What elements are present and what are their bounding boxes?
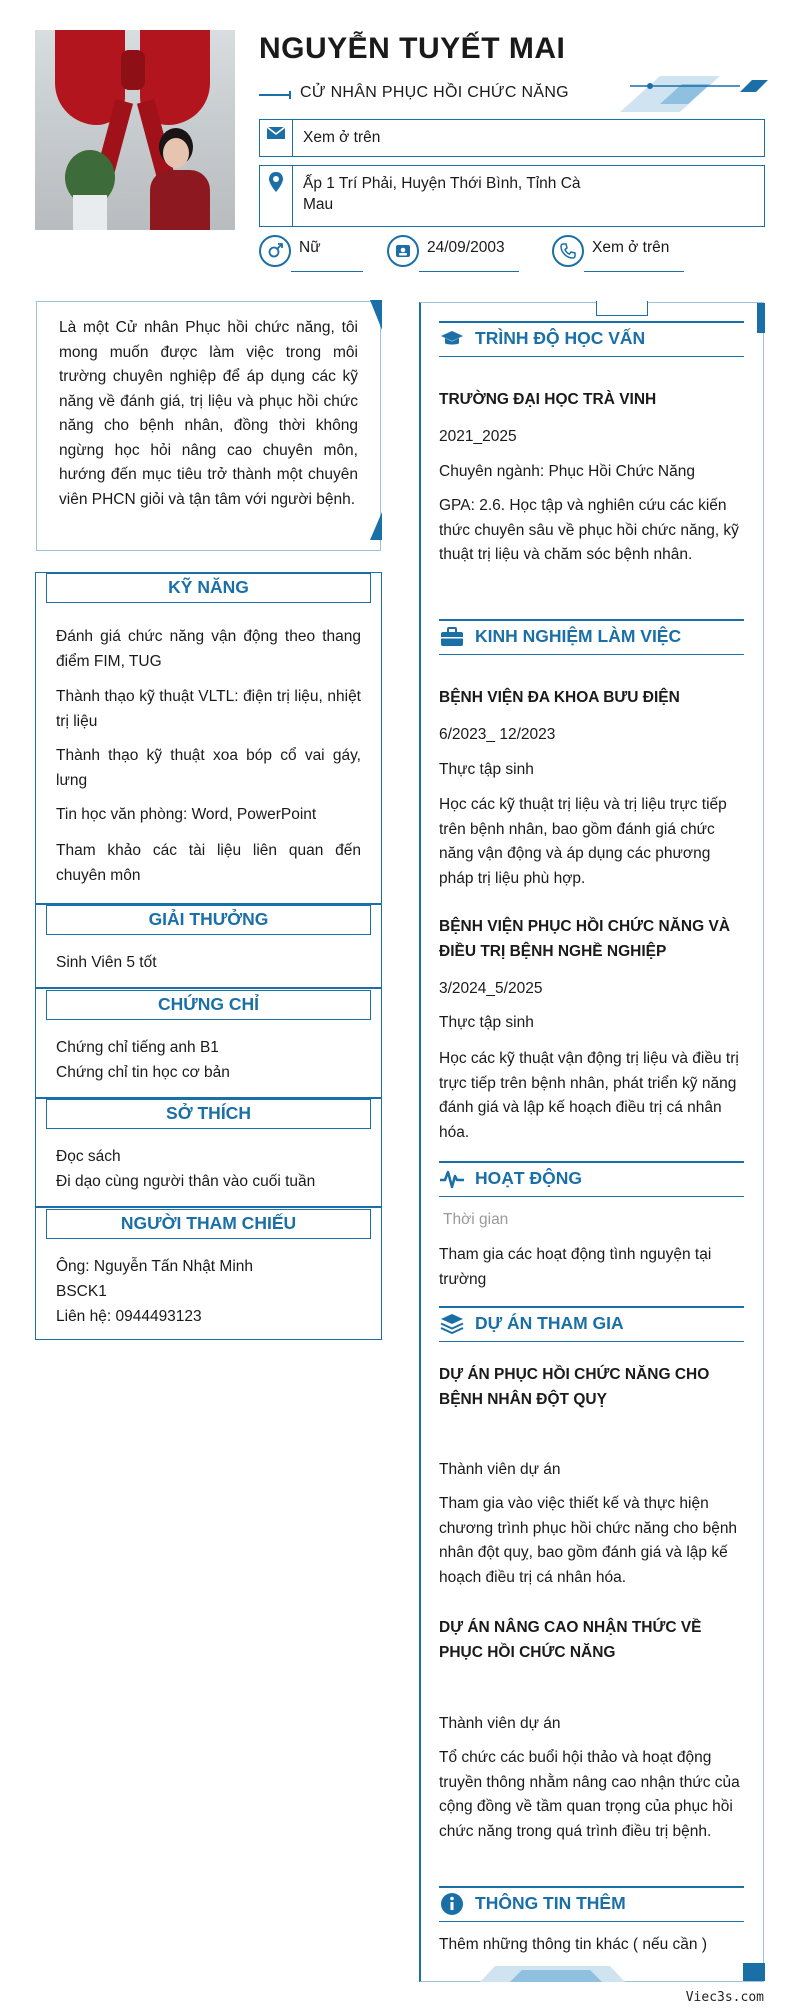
education-period: 2021_2025 <box>439 428 517 445</box>
hobby-item: Đọc sách <box>56 1148 121 1165</box>
job-description: Học các kỹ thuật trị liệu và trị liệu trực tiếp trên bệnh nhân, bao gồm đánh giá chức năng vận động và áp dụng các phương pháp trị liệu phù hợp. <box>439 796 727 887</box>
education-description: GPA: 2.6. Học tập và nghiên cứu các kiến thức chuyên sâu về phục hồi chức năng, kỹ thuật trị liệu và chăm sóc bệnh nhân. <box>439 497 739 563</box>
hobby-item: Đi dạo cùng người thân vào cuối tuần <box>56 1173 316 1190</box>
project-role: Thành viên dự án <box>439 1461 561 1478</box>
reference-item: BSCK1 <box>56 1283 107 1300</box>
skill-item: Thành thạo kỹ thuật xoa bóp cổ vai gáy, lưng <box>56 747 361 789</box>
school-name: TRƯỜNG ĐẠI HỌC TRÀ VINH <box>439 391 657 408</box>
gender-item <box>259 235 369 275</box>
email-field <box>259 119 765 157</box>
candidate-name: NGUYỄN TUYẾT MAI <box>259 32 566 65</box>
projects-heading: DỰ ÁN THAM GIA <box>439 1306 744 1342</box>
certificates-heading: CHỨNG CHỈ <box>46 990 371 1020</box>
email-value: Xem ở trên <box>303 129 381 146</box>
map-pin-icon <box>260 166 293 226</box>
gender-value: Nữ <box>299 239 321 256</box>
phone-value: Xem ở trên <box>592 239 670 256</box>
award-item: Sinh Viên 5 tốt <box>56 954 157 971</box>
right-sections <box>419 302 764 1982</box>
dob-item <box>387 235 527 275</box>
activity-time: Thời gian <box>443 1211 509 1228</box>
watermark: Viec3s.com <box>685 1990 764 2005</box>
job-period: 6/2023_ 12/2023 <box>439 726 556 743</box>
job-description: Học các kỹ thuật vận động trị liệu và điều trị trực tiếp trên bệnh nhân, phát triển kỹ năng đánh giá và lập kế hoạch điều trị cá nhân hóa. <box>439 1050 739 1141</box>
project-description: Tổ chức các buổi hội thảo và hoạt động truyền thông nhằm nâng cao nhận thức của cộng đồng về tầm quan trọng của phục hồi chức năng trong quá trình điều trị bệnh. <box>439 1749 740 1840</box>
job-role: Thực tập sinh <box>439 1014 534 1031</box>
dob-value: 24/09/2003 <box>427 239 505 256</box>
job-org: BỆNH VIỆN ĐA KHOA BƯU ĐIỆN <box>439 689 680 706</box>
id-card-icon <box>387 235 419 267</box>
address-value: Ấp 1 Trí Phải, Huyện Thới Bình, Tỉnh Cà Mau <box>303 175 581 213</box>
profile-photo <box>35 30 235 230</box>
project-name: DỰ ÁN NÂNG CAO NHẬN THỨC VỀ PHỤC HỒI CHỨC NĂNG <box>439 1619 702 1661</box>
graduation-cap-icon <box>439 327 465 351</box>
job-role: Thực tập sinh <box>439 761 534 778</box>
certificate-item: Chứng chỉ tin học cơ bản <box>56 1064 230 1081</box>
address-field <box>259 165 765 227</box>
phone-icon <box>552 235 584 267</box>
hobbies-heading: SỞ THÍCH <box>46 1099 371 1129</box>
extra-info-text: Thêm những thông tin khác ( nếu cần ) <box>439 1936 708 1953</box>
skill-item: Thành thạo kỹ thuật VLTL: điện trị liệu, nhiệt trị liệu <box>56 688 361 730</box>
activities-heading: HOẠT ĐỘNG <box>439 1161 744 1197</box>
job-period: 3/2024_5/2025 <box>439 980 543 997</box>
briefcase-icon <box>439 625 465 649</box>
job-org: BỆNH VIỆN PHỤC HỒI CHỨC NĂNG VÀ ĐIỀU TRỊ BỆNH NGHỀ NGHIỆP <box>439 918 731 960</box>
activity-description: Tham gia các hoạt động tình nguyện tại trường <box>439 1246 712 1288</box>
education-major: Chuyên ngành: Phục Hồi Chức Năng <box>439 463 695 480</box>
footer-decoration <box>480 1962 630 1982</box>
gender-icon <box>259 235 291 267</box>
envelope-icon <box>260 120 293 156</box>
header-decoration <box>590 74 770 114</box>
project-name: DỰ ÁN PHỤC HỒI CHỨC NĂNG CHO BỆNH NHÂN ĐỘT QUỴ <box>439 1366 710 1408</box>
reference-item: Liên hệ: 0944493123 <box>56 1308 202 1325</box>
layers-icon <box>439 1312 465 1336</box>
title-rule <box>259 94 289 96</box>
skill-item: Tham khảo các tài liệu liên quan đến chuyên môn <box>56 842 361 884</box>
skill-item: Tin học văn phòng: Word, PowerPoint <box>56 806 317 823</box>
certificate-item: Chứng chỉ tiếng anh B1 <box>56 1039 219 1056</box>
awards-heading: GIẢI THƯỞNG <box>46 905 371 935</box>
info-icon <box>439 1892 465 1916</box>
pulse-icon <box>439 1167 465 1191</box>
skill-item: Đánh giá chức năng vận động theo thang điểm FIM, TUG <box>56 628 361 670</box>
extra-info-heading: THÔNG TIN THÊM <box>439 1886 744 1922</box>
project-description: Tham gia vào việc thiết kế và thực hiện chương trình phục hồi chức năng cho bệnh nhân đột quỵ, bao gồm đánh giá và lập kế hoạch điều trị cá nhân hóa. <box>439 1495 738 1586</box>
objective-text: Là một Cử nhân Phục hồi chức năng, tôi mong muốn được làm việc trong môi trường chuyên nghiệp để áp dụng các kỹ năng về đánh giá, trị liệu và phục hồi chức năng cho bệnh nhân, đồng thời không ngừng học hỏi nâng cao chuyên môn, hướng đến mục tiêu trở thành một chuyên viên PHCN giỏi và tận tâm với người bệnh. <box>59 319 358 508</box>
project-role: Thành viên dự án <box>439 1715 561 1732</box>
phone-item <box>552 235 692 275</box>
job-title: CỬ NHÂN PHỤC HỒI CHỨC NĂNG <box>300 84 569 101</box>
career-objective <box>36 301 381 551</box>
reference-item: Ông: Nguyễn Tấn Nhật Minh <box>56 1258 254 1275</box>
education-heading: TRÌNH ĐỘ HỌC VẤN <box>439 321 744 357</box>
left-sections <box>35 572 382 1340</box>
experience-heading: KINH NGHIỆM LÀM VIỆC <box>439 619 744 655</box>
skills-heading: KỸ NĂNG <box>46 573 371 603</box>
references-heading: NGƯỜI THAM CHIẾU <box>46 1209 371 1239</box>
